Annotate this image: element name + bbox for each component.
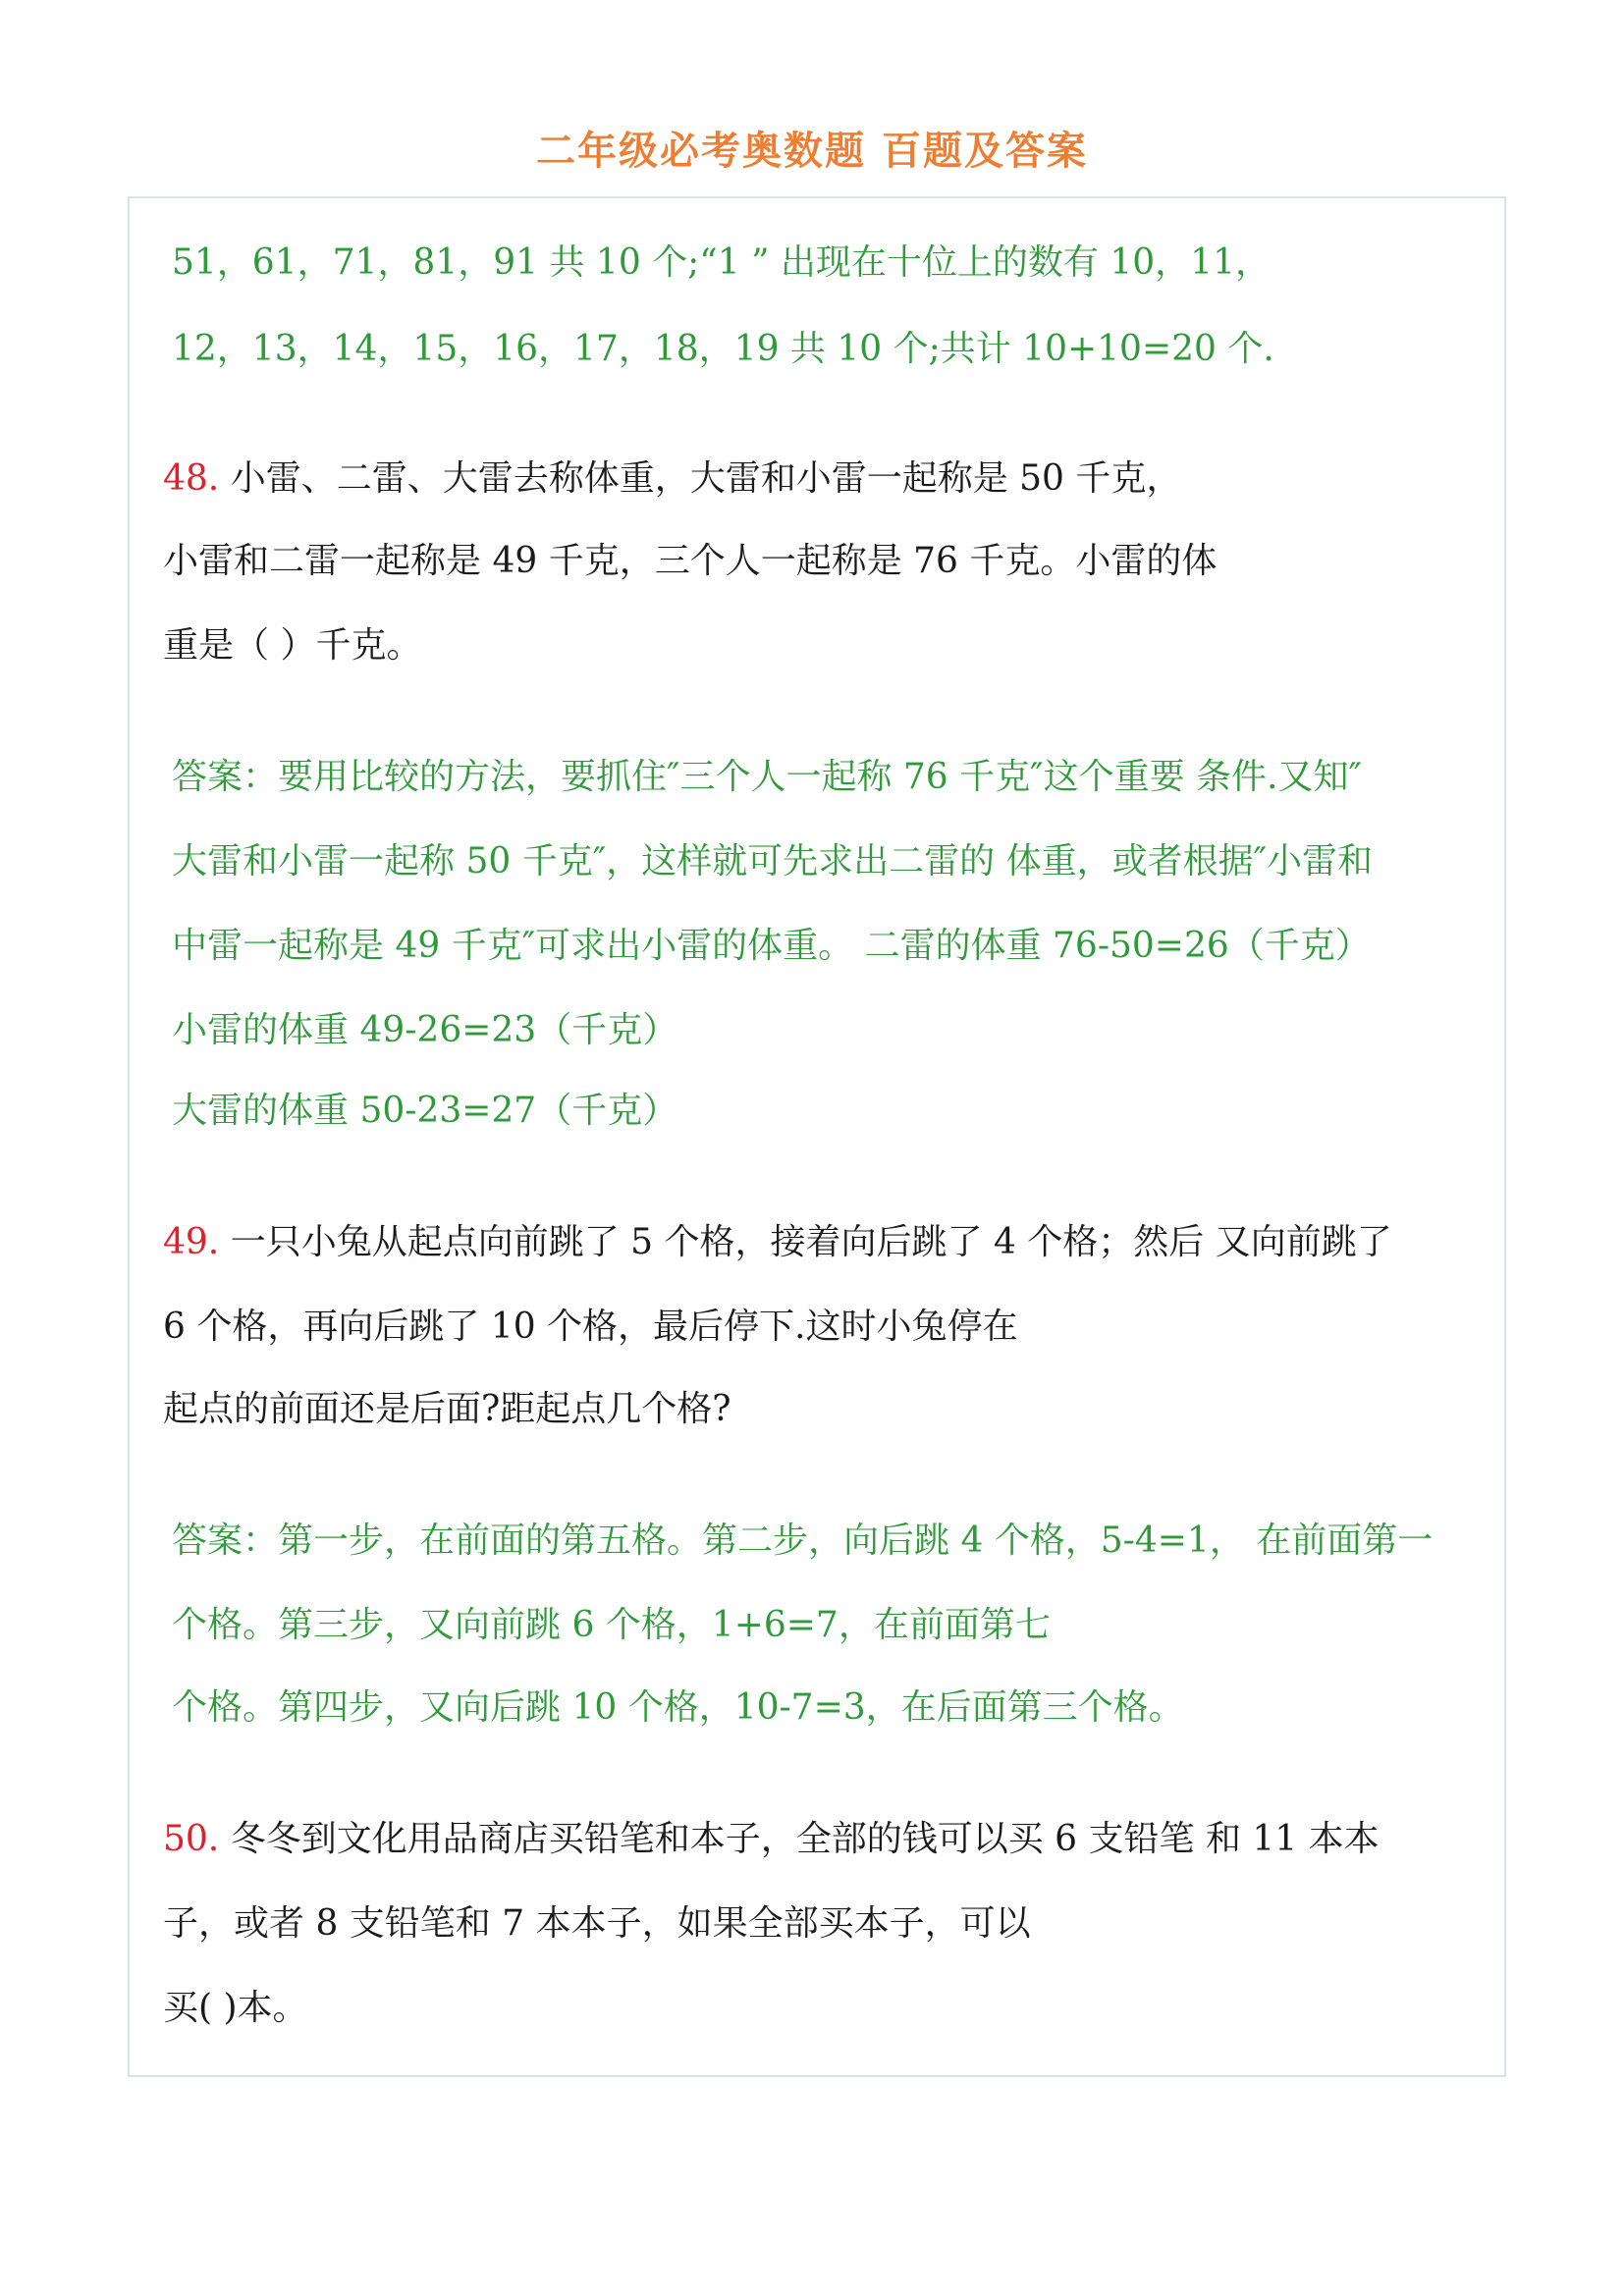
question-50-line <box>163 1818 1380 1861</box>
question-text: 冬冬到文化用品商店买铅笔和本子，全部的钱可以买 6 支铅笔 和 11 本本 <box>219 1819 1380 1859</box>
answer-48-line: 中雷一起称是 49 千克″可求出小雷的体重。 二雷的体重 76-50=26（千克） <box>172 926 1371 966</box>
question-49-line: 起点的前面还是后面?距起点几个格? <box>163 1389 731 1429</box>
question-number: 50. <box>163 1819 220 1859</box>
answer-line: 51，61，71，81，91 共 10 个;“1 ” 出现在十位上的数有 10，11， <box>172 242 1271 283</box>
answer-49-line: 个格。第四步，又向后跳 10 个格，10-7=3，在后面第三个格。 <box>172 1687 1184 1728</box>
question-text: 小雷、二雷、大雷去称体重，大雷和小雷一起称是 50 千克， <box>219 458 1182 499</box>
answer-49-line: 个格。第三步，又向前跳 6 个格，1+6=7，在前面第七 <box>172 1605 1051 1645</box>
question-text: 一只小兔从起点向前跳了 5 个格，接着向后跳了 4 个格；然后 又向前跳了 <box>219 1222 1392 1262</box>
answer-48-line: 小雷的体重 49-26=23（千克） <box>172 1010 678 1050</box>
answer-48-line: 大雷的体重 50-23=27（千克） <box>172 1091 678 1131</box>
answer-line: 12，13，14，15，16，17，18，19 共 10 个;共计 10+10=20 个. <box>172 329 1274 369</box>
question-number: 48. <box>163 458 220 499</box>
question-50-line: 买( )本。 <box>163 1988 308 2028</box>
answer-48-line: 大雷和小雷一起称 50 千克″，这样就可先求出二雷的 体重，或者根据″小雷和 <box>172 841 1374 881</box>
question-48-line: 小雷和二雷一起称是 49 千克，三个人一起称是 76 千克。小雷的体 <box>163 541 1218 581</box>
question-49-line <box>163 1221 1392 1264</box>
question-50-line: 子，或者 8 支铅笔和 7 本本子，如果全部买本子，可以 <box>163 1903 1031 1944</box>
question-49-line: 6 个格，再向后跳了 10 个格，最后停下.这时小兔停在 <box>163 1307 1018 1347</box>
answer-49-line: 答案：第一步，在前面的第五格。第二步，向后跳 4 个格，5-4=1， 在前面第一 <box>172 1521 1434 1561</box>
answer-48-line: 答案：要用比较的方法，要抓住″三个人一起称 76 千克″这个重要 条件.又知″ <box>172 757 1362 797</box>
page-title: 二年级必考奥数题 百题及答案 <box>536 128 1088 174</box>
question-48-line: 重是（ ）千克。 <box>163 625 422 666</box>
question-48-line <box>163 457 1181 501</box>
question-number: 49. <box>163 1222 220 1262</box>
